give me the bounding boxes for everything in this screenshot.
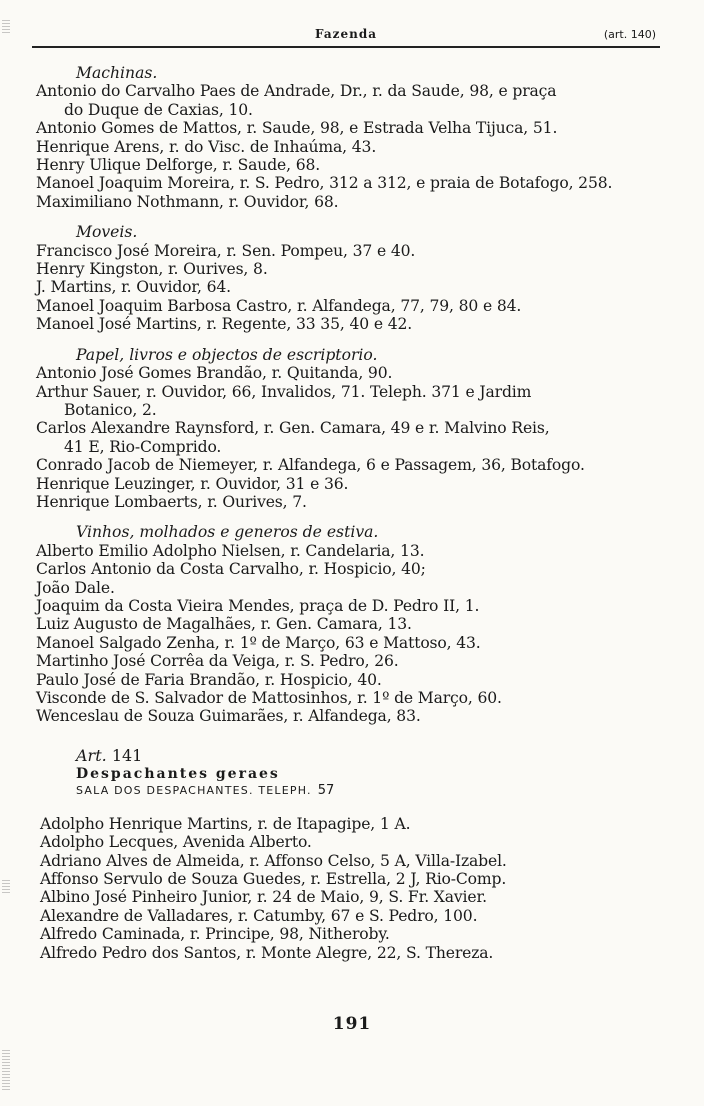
directory-entry [36,634,676,652]
entry-line: Francisco José Moreira, r. Sen. Pompeu, 37 e 40. [36,241,416,260]
directory-entry: Adolpho Henrique Martins, r. de Itapagipe, 1 A. [40,814,411,833]
directory-entry [36,119,676,137]
entry-line: Manoel Joaquim Moreira, r. S. Pedro, 312 a 312, e praia de Botafogo, 258. [36,174,613,193]
article-title: Despachantes geraes [76,765,280,782]
directory-entry: Alfredo Pedro dos Santos, r. Monte Alegre, 22, S. Thereza. [40,943,494,962]
directory-entry [36,689,676,707]
directory-entry [36,597,676,615]
telephone-number: 57 [317,782,335,798]
entry-line: Antonio José Gomes Brandão, r. Quitanda, 90. [36,364,393,383]
entry-line: Carlos Antonio da Costa Carvalho, r. Hospicio, 40; [36,560,426,579]
entry-line: Botanico, 2. [64,400,157,419]
directory-content [36,64,676,962]
directory-entry [36,652,676,670]
subtitle-text: SALA DOS DESPACHANTES. TELEPH. [76,783,312,797]
directory-entry [36,456,676,474]
entry-line: Alberto Emilio Adolpho Nielsen, r. Candelaria, 13. [36,541,425,560]
entry-line: Antonio do Carvalho Paes de Andrade, Dr., r. da Saude, 98, e praça [36,82,557,101]
entry-line: Paulo José de Faria Brandão, r. Hospicio, 40. [36,670,382,689]
category-section [36,523,676,725]
directory-entry [36,419,676,456]
article-heading [36,746,676,765]
page-header [32,26,660,48]
entry-line: Maximiliano Nothmann, r. Ouvidor, 68. [36,192,339,211]
article-number: 141 [111,745,143,765]
directory-entry: Alfredo Caminada, r. Principe, 98, Nitheroby. [40,925,390,944]
entry-line: 41 E, Rio-Comprido. [64,437,222,456]
entry-line: Henry Ulique Delforge, r. Saude, 68. [36,156,321,175]
directory-entry [36,174,676,192]
directory-entry [36,242,676,260]
directory-entry [36,364,676,382]
edge-speck [2,20,10,34]
directory-entry [36,315,676,333]
entry-line: J. Martins, r. Ouvidor, 64. [36,278,231,297]
entry-line: Henrique Lombaerts, r. Ourives, 7. [36,492,307,511]
page-number: 191 [332,1014,372,1034]
entry-line: Manoel José Martins, r. Regente, 33 35, 40 e 42. [36,315,413,334]
directory-entry [36,542,676,560]
directory-entry [36,579,676,597]
directory-entry: Adriano Alves de Almeida, r. Affonso Celso, 5 A, Villa-Izabel. [40,851,507,870]
directory-entry: Adolpho Lecques, Avenida Alberto. [40,833,312,852]
entry-line: Manoel Joaquim Barbosa Castro, r. Alfandega, 77, 79, 80 e 84. [36,296,522,315]
directory-entry [36,707,676,725]
directory-entry [36,671,676,689]
entry-line: Henrique Arens, r. do Visc. de Inhaúma, 43. [36,137,377,156]
directory-entry [36,493,676,511]
edge-speck [2,880,10,894]
entry-line: Henry Kingston, r. Ourives, 8. [36,260,268,279]
directory-entry [36,475,676,493]
entry-line: Carlos Alexandre Raynsford, r. Gen. Camara, 49 e r. Malvino Reis, [36,419,550,438]
section-gap [36,211,676,223]
directory-entry: Affonso Servulo de Souza Guedes, r. Estrella, 2 J, Rio-Comp. [40,870,507,889]
article-subtitle [36,783,676,799]
entry-line: Joaquim da Costa Vieira Mendes, praça de D. Pedro II, 1. [36,596,480,615]
section-gap [36,334,676,346]
entry-line: Wenceslau de Souza Guimarães, r. Alfandega, 83. [36,707,421,726]
header-title: Fazenda [315,27,377,41]
entry-line: do Duque de Caxias, 10. [64,100,253,119]
section-gap [36,511,676,523]
entry-line: Henrique Leuzinger, r. Ouvidor, 31 e 36. [36,474,349,493]
directory-entry [36,297,676,315]
directory-entry [36,156,676,174]
edge-speck [2,1050,10,1090]
directory-entry: Albino José Pinheiro Junior, r. 24 de Maio, 9, S. Fr. Xavier. [40,888,487,907]
entry-line: João Dale. [36,578,115,597]
entry-line: Manoel Salgado Zenha, r. 1º de Março, 63 e Mattoso, 43. [36,633,481,652]
category-section [36,64,676,211]
directory-entry [36,615,676,633]
category-heading: Moveis. [76,223,138,242]
article-label: Art. [76,745,107,765]
directory-entry [36,260,676,278]
entry-line: Martinho José Corrêa da Veiga, r. S. Pedro, 26. [36,652,399,671]
header-article-reference: (art. 140) [603,28,656,41]
directory-entry [36,560,676,578]
directory-entry [36,82,676,119]
category-section [36,346,676,512]
category-heading: Vinhos, molhados e generos de estiva. [76,523,379,542]
entry-line: Visconde de S. Salvador de Mattosinhos, r. 1º de Março, 60. [36,689,502,707]
directory-entry [36,138,676,156]
directory-entry [36,383,676,420]
directory-entry [36,193,676,211]
entry-line: Luiz Augusto de Magalhães, r. Gen. Camara, 13. [36,615,412,634]
category-heading: Papel, livros e objectos de escriptorio. [76,345,378,364]
category-section [36,223,676,333]
entry-line: Arthur Sauer, r. Ouvidor, 66, Invalidos, 71. Teleph. 371 e Jardim [36,382,532,401]
category-heading: Machinas. [76,64,158,82]
entry-line: Antonio Gomes de Mattos, r. Saude, 98, e Estrada Velha Tijuca, 51. [36,119,558,138]
directory-entry: Alexandre de Valladares, r. Catumby, 67 e S. Pedro, 100. [40,906,478,925]
entry-line: Conrado Jacob de Niemeyer, r. Alfandega, 6 e Passagem, 36, Botafogo. [36,456,585,475]
directory-entry [36,278,676,296]
